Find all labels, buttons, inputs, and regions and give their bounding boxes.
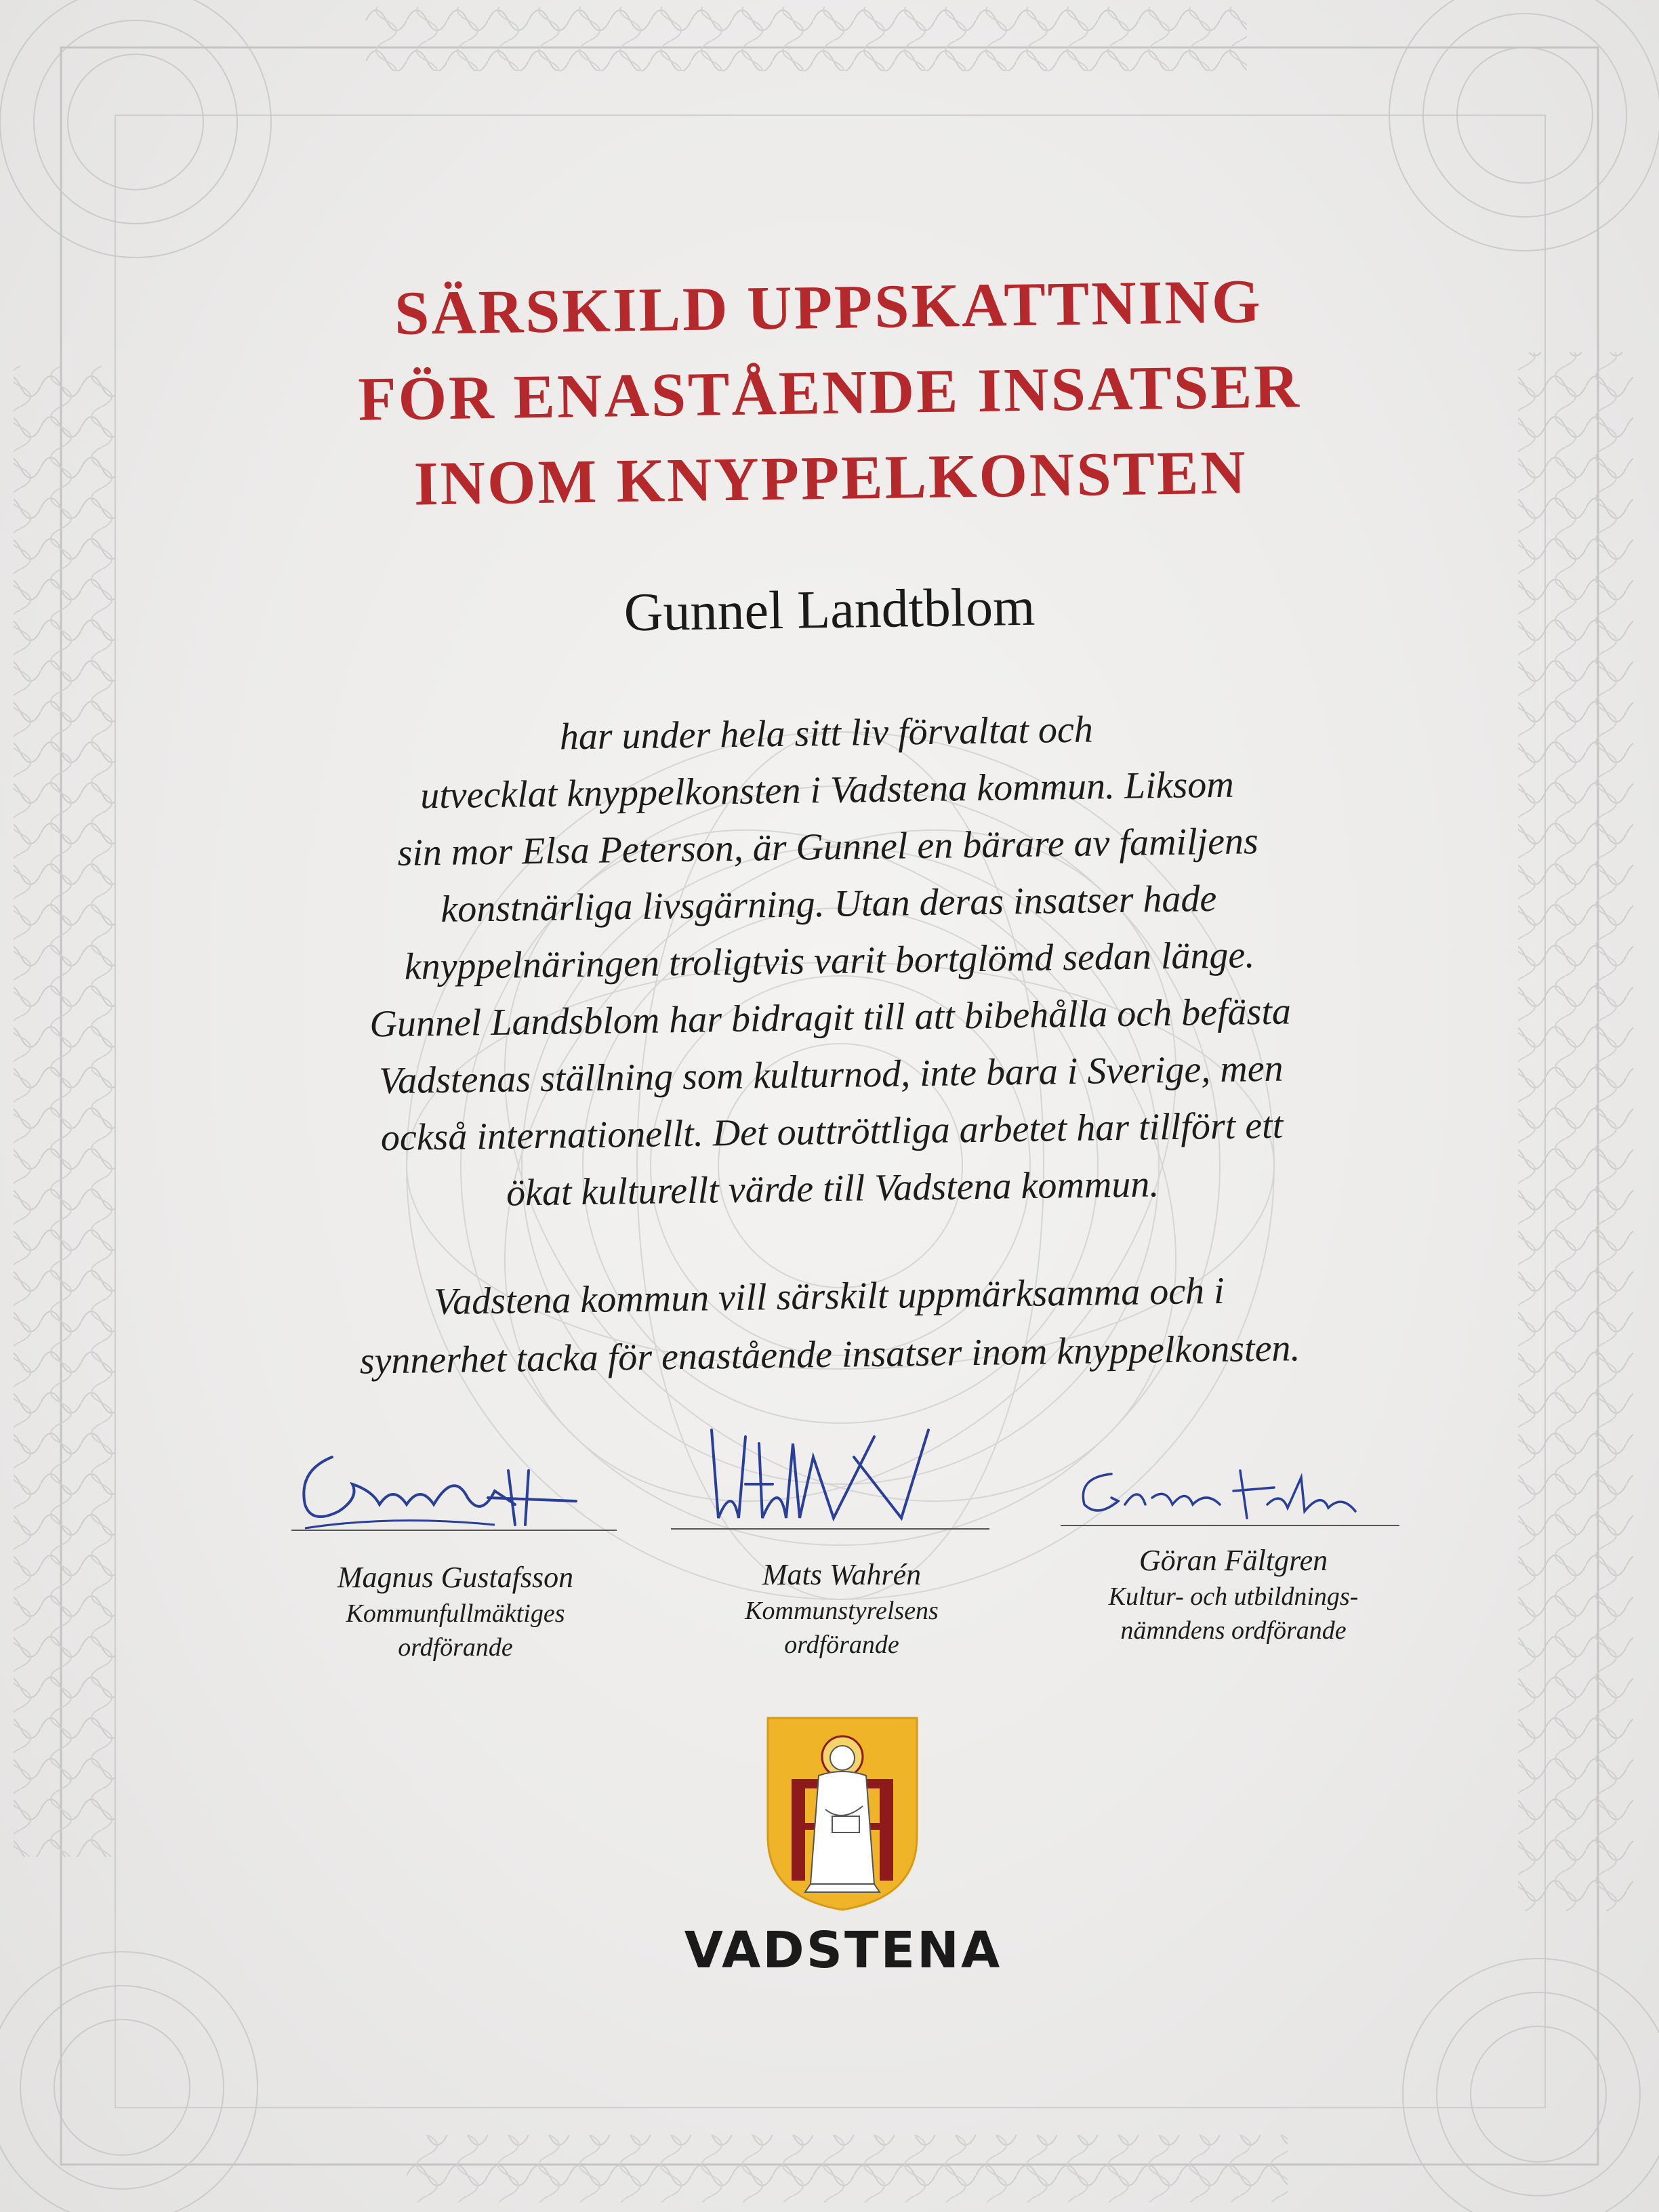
signature-magnus-gustafsson xyxy=(291,1430,583,1538)
citation-line: utvecklat knyppelkonsten i Vadstena kommun. Liksom xyxy=(419,763,1235,817)
signatory-name: Göran Fältgren xyxy=(1139,1544,1328,1577)
signatory-role: ordförande xyxy=(784,1631,899,1659)
title-line-1: SÄRSKILD UPPSKATTNING xyxy=(394,266,1263,348)
municipality-name: VADSTENA xyxy=(684,1921,1002,1980)
citation-line: ökat kulturellt värde till Vadstena kommun. xyxy=(506,1163,1160,1214)
citation-line: konstnärliga livsgärning. Utan deras insatser hade xyxy=(440,878,1217,930)
signatory-goran-faltgren xyxy=(1044,1542,1423,1647)
signatory-name: Mats Wahrén xyxy=(762,1558,922,1591)
signatory-role: Kommunstyrelsens xyxy=(745,1597,939,1625)
citation-line: sin mor Elsa Peterson, är Gunnel en bärare av familjens xyxy=(397,820,1259,874)
citation-line: Vadstenas ställning som kulturnod, inte bara i Sverige, men xyxy=(378,1047,1284,1103)
signature-line xyxy=(291,1530,617,1531)
signatory-role: nämndens ordförande xyxy=(1120,1616,1347,1645)
closing-text xyxy=(260,1259,1399,1391)
signature-line xyxy=(671,1528,989,1530)
coat-of-arms-icon xyxy=(764,1715,920,1911)
signature-mats-wahren xyxy=(698,1416,942,1538)
citation-text xyxy=(257,697,1402,1225)
citation-line: Gunnel Landsblom har bidragit till att bibehålla och befästa xyxy=(369,990,1292,1046)
signatory-magnus-gustafsson xyxy=(266,1559,645,1664)
signature-line xyxy=(1061,1525,1399,1526)
certificate-title xyxy=(218,255,1441,529)
signatory-mats-wahren xyxy=(652,1556,1031,1662)
closing-line: synnerhet tacka för enastående insatser inom knyppelkonsten. xyxy=(359,1327,1300,1382)
signature-goran-faltgren xyxy=(1071,1457,1369,1532)
signatory-name: Magnus Gustafsson xyxy=(337,1561,574,1594)
recipient-name: Gunnel Landtblom xyxy=(623,577,1036,643)
title-line-2: FÖR ENASTÅENDE INSATSER xyxy=(357,351,1302,434)
title-line-3: INOM KNYPPELKONSTEN xyxy=(413,437,1248,518)
citation-line: knyppelnäringen troligtvis varit bortglömd sedan länge. xyxy=(404,934,1255,988)
signatory-role: ordförande xyxy=(398,1633,513,1662)
closing-line: Vadstena kommun vill särskilt uppmärksamma och i xyxy=(433,1269,1225,1324)
signatory-role: Kultur- och utbildnings- xyxy=(1108,1582,1359,1611)
citation-line: också internationellt. Det outtröttliga arbetet har tillfört ett xyxy=(380,1104,1284,1160)
signatory-role: Kommunfullmäktiges xyxy=(346,1599,565,1628)
citation-line: har under hela sitt liv förvaltat och xyxy=(559,708,1094,758)
